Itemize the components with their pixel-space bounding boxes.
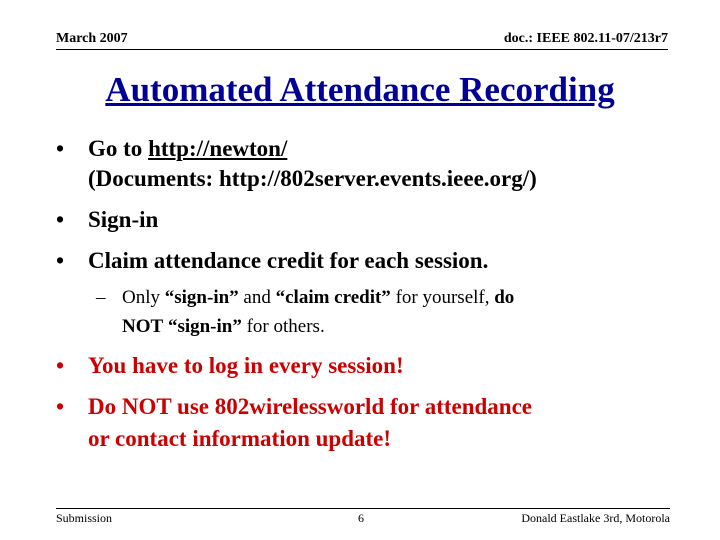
log-in-text: You have to log in every session! <box>88 353 404 378</box>
bullet-marker: • <box>56 394 65 419</box>
sub-text-only: Only <box>122 287 165 308</box>
header-rule <box>56 49 668 50</box>
slide-title: Automated Attendance Recording <box>105 70 615 109</box>
footer-submission: Submission <box>56 511 113 525</box>
footer-page-number: 6 <box>358 511 364 525</box>
sub-bullet-line2 <box>122 316 325 338</box>
bullet-marker: • <box>56 248 65 273</box>
claim-credit-text: Claim attendance credit for each session. <box>88 248 489 273</box>
bullet-marker: • <box>56 353 65 378</box>
documents-text: (Documents: http://802server.events.ieee.org/) <box>88 166 537 191</box>
header-date: March 2007 <box>56 31 128 46</box>
sub-text-sign-in: “sign-in” <box>164 287 239 308</box>
sub-bullet-line1 <box>122 287 514 309</box>
header-doc-id: doc.: IEEE 802.11-07/213r7 <box>503 31 668 46</box>
sub-text-do: do <box>494 287 515 308</box>
bullet-marker: • <box>56 207 65 232</box>
footer-author: Donald Eastlake 3rd, Motorola <box>521 511 670 525</box>
bullet-go-to-prefix: Go to <box>88 136 149 161</box>
sub-text-claim-credit: “claim credit” <box>275 287 391 308</box>
sub-text-sign-in-2: “sign-in” <box>167 316 242 337</box>
footer-rule <box>56 508 670 509</box>
do-not-use-text: Do NOT use 802wirelessworld for attendance <box>88 394 533 419</box>
contact-info-text: or contact information update! <box>88 426 392 451</box>
sub-text-and: and <box>238 287 276 308</box>
newton-link[interactable]: http://newton/ <box>148 136 288 161</box>
bullet-marker: • <box>56 136 65 161</box>
bullet-go-to-text <box>88 136 287 162</box>
sub-text-for-yourself: for yourself, <box>390 287 495 308</box>
sub-bullet-marker: – <box>96 287 106 308</box>
sub-text-for-others: for others. <box>241 316 325 337</box>
sub-text-not: NOT <box>122 316 164 337</box>
sign-in-text: Sign-in <box>88 207 159 232</box>
